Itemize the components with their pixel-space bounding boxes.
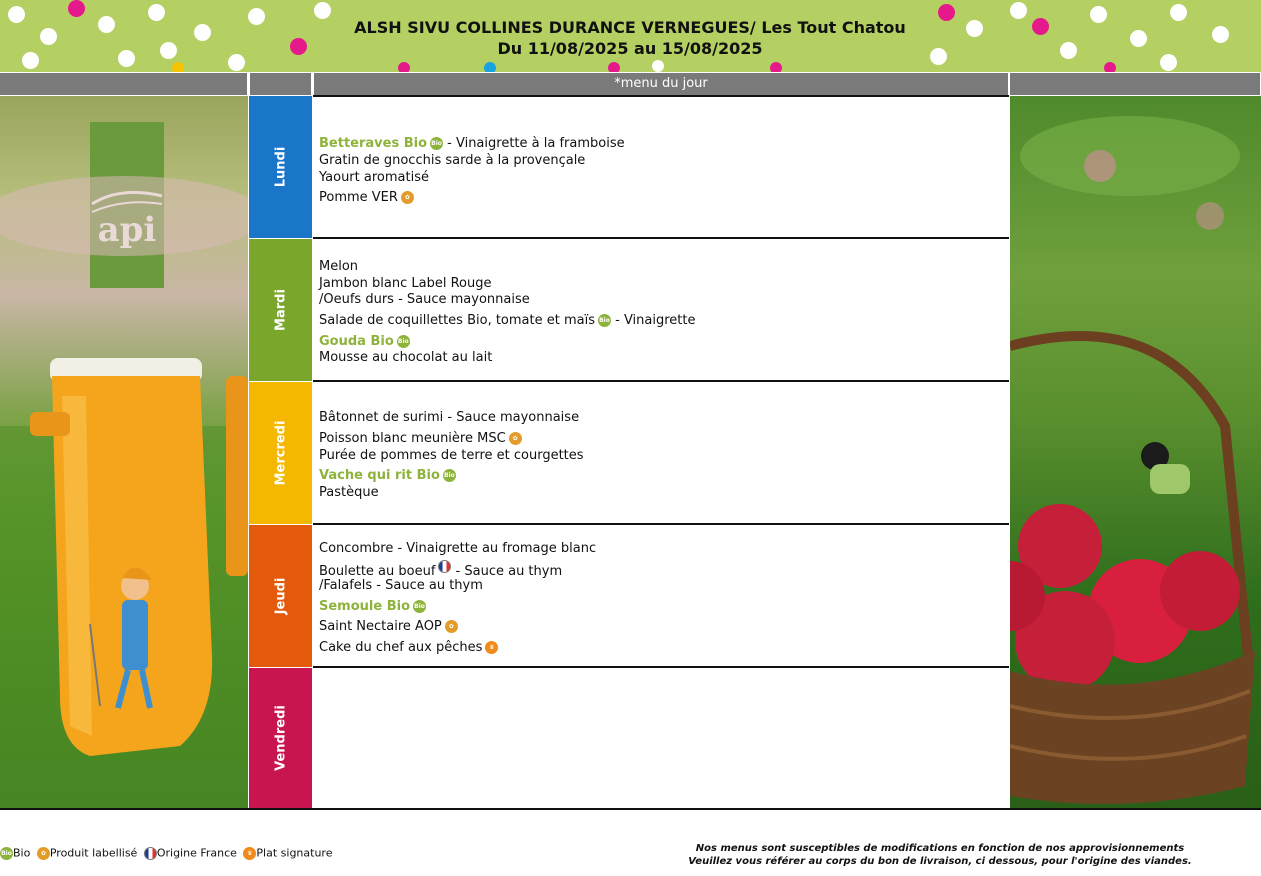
menu-item: [319, 169, 429, 186]
bio-badge-icon: Bio: [397, 335, 410, 348]
day-label: Jeudi: [273, 577, 288, 615]
menu-item-name: Melon: [319, 259, 359, 274]
menu-title-block: [340, 17, 920, 59]
legend-france: Origine France: [156, 846, 237, 860]
bio-badge-icon: Bio: [598, 314, 611, 327]
menu-item: [319, 258, 358, 275]
menu-item-name: Gratin de gnocchis sarde à la provençale: [319, 153, 586, 168]
polka-dot: [484, 62, 496, 72]
polka-dot: [98, 16, 115, 33]
bio-badge-icon: Bio: [413, 600, 426, 613]
polka-dot: [1170, 4, 1187, 21]
date-range: Du 11/08/2025 au 15/08/2025: [497, 39, 763, 58]
menu-of-day-header: *menu du jour: [314, 73, 1008, 95]
column-header-bar: [0, 72, 1261, 96]
menu-item: [319, 447, 584, 464]
menu-item: [319, 467, 456, 484]
menu-item-name: Gouda Bio: [319, 334, 394, 349]
label-badge-icon: ✿: [509, 432, 522, 445]
menu-item: [319, 349, 492, 366]
bio-badge-icon: Bio: [430, 137, 443, 150]
polka-dot: [228, 54, 245, 71]
polka-dot: [966, 20, 983, 37]
menu-item-name: Saint Nectaire AOP: [319, 619, 442, 634]
day-label: Mardi: [273, 289, 288, 331]
polka-dot: [608, 62, 620, 72]
polka-dot: [248, 8, 265, 25]
polka-dot: [652, 60, 664, 72]
polka-dot: [172, 62, 184, 72]
polka-dot: [1104, 62, 1116, 72]
disclaimer-line-2: Veuillez vous référer au corps du bon de livraison, ci dessous, pour l'origine des viandes.: [688, 856, 1192, 867]
menu-item-name: Cake du chef aux pêches: [319, 640, 483, 655]
menu-item-name: Jambon blanc Label Rouge: [319, 276, 492, 291]
bar-segment: [0, 73, 247, 95]
menu-item-name: Pomme VER: [319, 190, 398, 205]
menu-item: [319, 189, 414, 206]
menu-item: [319, 409, 579, 426]
label-badge-icon: ✿: [445, 620, 458, 633]
menu-item-name: Betteraves Bio: [319, 136, 428, 151]
polka-dot: [118, 50, 135, 67]
menu-cell-jeudi: [313, 523, 1009, 667]
menu-item-name: Bâtonnet de surimi - Sauce mayonnaise: [319, 410, 580, 425]
disclaimer-line-1: Nos menus sont susceptibles de modifications en fonction de nos approvisionnements: [695, 843, 1185, 854]
menu-item: [319, 312, 695, 329]
menu-item: [319, 639, 498, 656]
day-label: Lundi: [273, 146, 288, 188]
menu-item-name: Salade de coquillettes Bio, tomate et maïs: [319, 313, 595, 328]
menu-item-name: Semoule Bio: [319, 599, 411, 614]
polka-dot: [1160, 54, 1177, 71]
menu-item-name: /Oeufs durs - Sauce mayonnaise: [319, 292, 530, 307]
legend-signature: Plat signature: [256, 846, 333, 860]
table-bottom-border: [0, 808, 1261, 810]
menu-item-name: /Falafels - Sauce au thym: [319, 578, 483, 593]
polka-dot: [930, 48, 947, 65]
menu-item: [319, 430, 522, 447]
bio-badge-icon: Bio: [0, 847, 13, 860]
polka-dot: [398, 62, 410, 72]
day-tab-mardi: [249, 239, 312, 381]
menu-item-sauce: - Vinaigrette: [610, 313, 696, 328]
menu-item: [319, 152, 585, 169]
day-tab-lundi: [249, 96, 312, 238]
menu-item-name: Mousse au chocolat au lait: [319, 350, 493, 365]
polka-dot: [1130, 30, 1147, 47]
label-badge-icon: ✿: [37, 847, 50, 860]
menu-item: [319, 618, 458, 635]
polka-dot: [1090, 6, 1107, 23]
bar-segment: [250, 73, 311, 95]
france-flag-icon: [438, 560, 451, 573]
boot-illustration: [0, 96, 248, 809]
polka-dot: [938, 4, 955, 21]
bar-segment: [1010, 73, 1260, 95]
polka-dot: [1032, 18, 1049, 35]
day-label: Vendredi: [273, 705, 288, 771]
menu-item-name: Pastèque: [319, 485, 379, 500]
chef-hat-icon: ♛: [243, 847, 256, 860]
menu-cell-mardi: [313, 237, 1009, 381]
menu-item: [319, 333, 410, 350]
legend-bio: Bio: [13, 846, 31, 860]
menu-item: [319, 540, 596, 557]
polka-dot: [22, 52, 39, 69]
polka-dot: [8, 6, 25, 23]
polka-dot: [770, 62, 782, 72]
menu-item-name: Vache qui rit Bio: [319, 468, 440, 483]
menu-item: [319, 135, 625, 152]
menu-item: [319, 291, 530, 308]
menu-cell-vendredi: [313, 666, 1009, 809]
header-banner: [0, 0, 1261, 72]
right-photo-apple-basket: [1010, 96, 1261, 809]
day-label: Mercredi: [273, 420, 288, 486]
menu-item: [319, 275, 492, 292]
france-flag-icon: [144, 847, 157, 860]
day-tab-mercredi: [249, 382, 312, 524]
menu-item-sauce: - Sauce au thym: [451, 564, 563, 579]
menu-item: [319, 598, 426, 615]
page-title: ALSH SIVU COLLINES DURANCE VERNEGUES/ Les Tout Chatou: [354, 18, 906, 37]
polka-dot: [1060, 42, 1077, 59]
legend-label: Produit labellisé: [49, 846, 138, 860]
menu-item-name: Yaourt aromatisé: [319, 170, 429, 185]
menu-item-name: Boulette au boeuf: [319, 564, 436, 579]
polka-dot: [40, 28, 57, 45]
menu-item: [319, 577, 483, 594]
menu-cell-lundi: [313, 95, 1009, 238]
polka-dot: [68, 0, 85, 17]
polka-dot: [290, 38, 307, 55]
polka-dot: [160, 42, 177, 59]
polka-dot: [148, 4, 165, 21]
disclaimer-note: [660, 842, 1220, 868]
menu-item-sauce: - Vinaigrette à la framboise: [443, 136, 625, 151]
menu-item-name: Poisson blanc meunière MSC: [319, 431, 506, 446]
apple-basket-illustration: [1010, 96, 1261, 809]
chef-hat-icon: ♛: [485, 641, 498, 654]
day-tab-vendredi: [249, 668, 312, 808]
bio-badge-icon: Bio: [443, 469, 456, 482]
label-badge-icon: ✿: [401, 191, 414, 204]
polka-dot: [314, 2, 331, 19]
polka-dot: [1010, 2, 1027, 19]
polka-dot: [1212, 26, 1229, 43]
menu-item: [319, 484, 379, 501]
polka-dot: [194, 24, 211, 41]
menu-item-name: Purée de pommes de terre et courgettes: [319, 448, 584, 463]
day-tab-jeudi: [249, 525, 312, 667]
left-photo-rain-boot: [0, 96, 248, 809]
menu-cell-mercredi: [313, 380, 1009, 524]
menu-item-name: Concombre - Vinaigrette au fromage blanc: [319, 541, 597, 556]
legend: [0, 846, 332, 860]
